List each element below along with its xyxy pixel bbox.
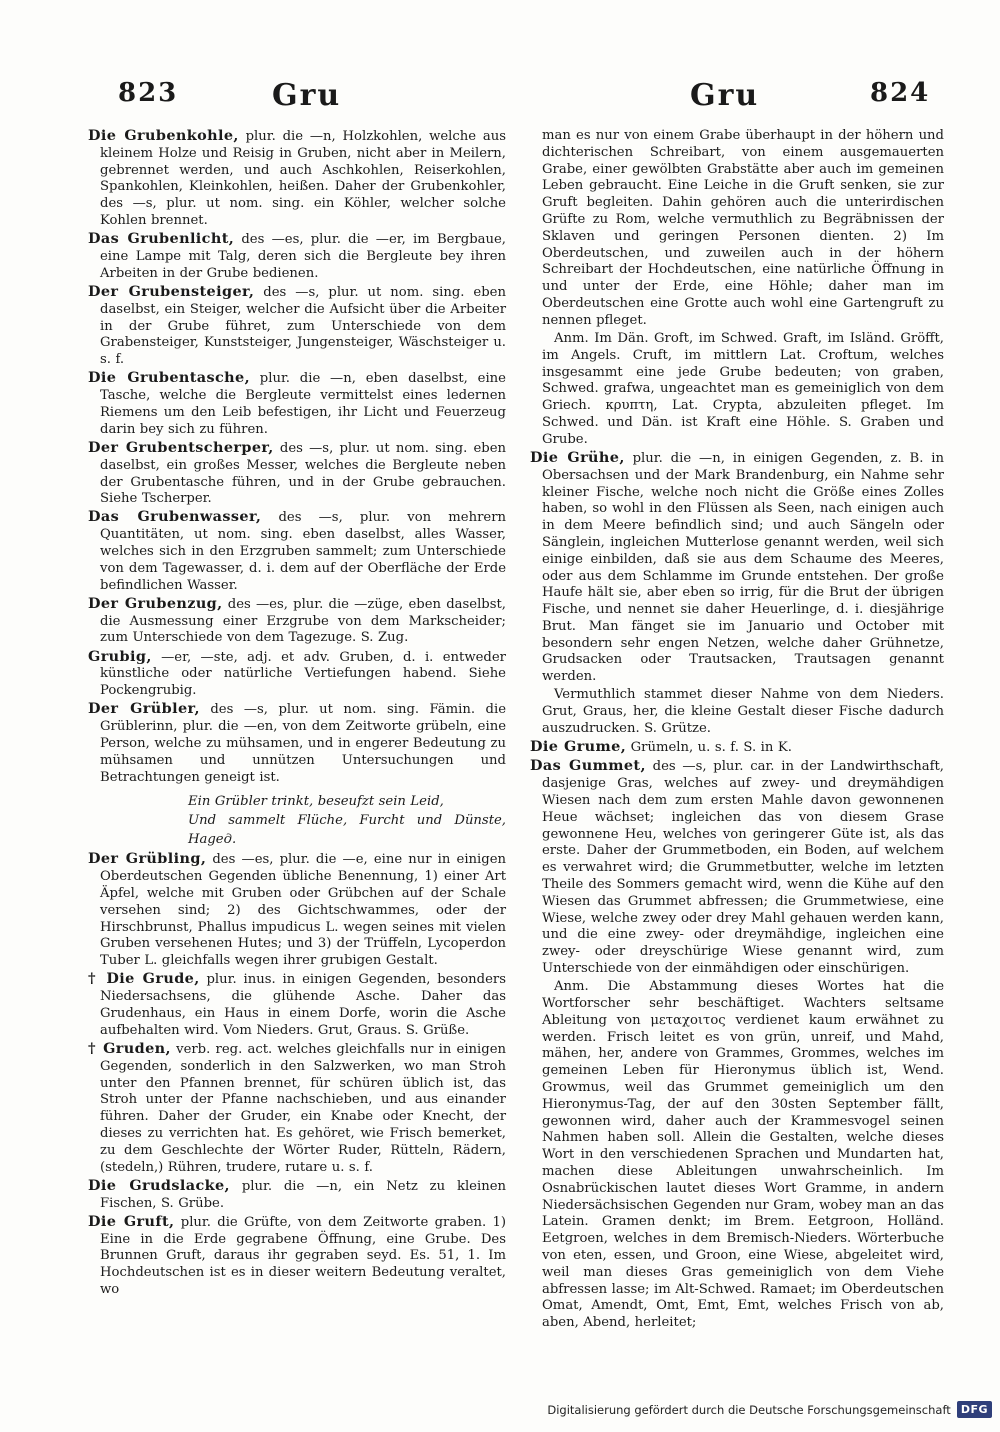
entry-headword: Der Grubentscherper, [88,438,274,456]
entry-headword: Grubig, [88,647,152,665]
entry-definition: plur. die —n, ein Netz zu kleinen Fischen, S. Grübe. [100,1178,506,1211]
entry-definition: plur. inus. in einigen Gegenden, besonders Niedersachsens, die glühende Asche. Daher das Grudenhaus, ein Haus in einem Dorfe, worin die Asche aufbehalten wird. Vom Nieders. Grut, Graus. S. Grüße. [100,972,506,1038]
entry-definition: des —s, plur. car. in der Landwirthschaft, dasjenige Gras, welches auf zwey- und dreymähdigen Wiesen nach dem zum ersten Mahle davon gewonnenen Heue wächset; ingleichen das von diesem Grase gewonnene Heu, welches von geringerer Güte ist, als das erste. Daher der Grummetboden, ein Boden, auf welchem es verwahret wird; die Grummetbutter, welche im letzten Theile des Sommers gemacht wird, wenn die Kühe auf den Wiesen das Grummet abfressen; die Grummetwiese, eine Wiese, welche zwey oder drey Mahl gehauen werden kann, und die eine zwey- oder dreymähdige, ingleichen eine zwey- oder dreyschürige Wiese genannt wird, zum Unterschiede von der einmähdigen oder einschürigen. [542,759,944,976]
verse-line: Und sammelt Flüche, Furcht und Dünste, Hagед. [188,813,506,848]
entry-headword: Die Gruft, [88,1212,175,1230]
entry-annotation: Anm. Die Abstammung dieses Wortes hat die Wortforscher sehr beschäftiget. Wachters seltsame Ableitung von μεταχοιτος verdienet kaum erwähnet zu werden. Frisch leitet es von grün, unreif, und Mahd, mähen, her, andere von Grammes, Grommes, welches im gemeinen Leben für Hieronymus üblich ist, Wend. Growmus, weil das Grummet gemeiniglich um den Hieronymus-Tag, der auf den 30sten September fällt, gewonnen wird, daher auch der Krammesvogel seinen Nahmen haben soll. Allein die Gestalten, welche dieses Wort in den verschiedenen Sprachen und Mundarten hat, machen diese Ableitungen unwahrscheinlich. Im Osnabrückischen lautet dieses Wort Gramme, in andern Niedersächsischen Gegenden nur Gram, wobey man an das Latein. Gramen denkt; im Brem. Eetgroon, Holländ. Eetgroen, welches in dem Bremisch-Nieders. Wörterbuche von eten, essen, und Groon, eine Wiese, abgeleitet wird, weil man dieses Gras gemeiniglich von dem Viehe abfressen lasse; im Alt-Schwed. Ramaet; im Oberdeutschen Omat, Amendt, Omt, Emt, Emt, welches Frisch von ab, aben, Abend, herleitet; [542,979,944,1331]
left-running-head: Gru [272,78,342,113]
dictionary-entry [88,971,506,1039]
dictionary-entry [88,231,506,282]
entry-annotation: Vermuthlich stammet dieser Nahme von dem Nieders. Grut, Graus, her, die kleine Gestalt dieser Fische dadurch auszudrucken. S. Grütze. [542,687,944,737]
entry-definition: des —s, plur. ut nom. sing. eben daselbst, ein Steiger, welcher die Aufsicht über die Arbeiter in der Grube führet, zum Unterschiede von dem Grabensteiger, Kunststeiger, Jungensteiger, Wäschsteiger u. s. f. [100,284,506,368]
dictionary-entry [88,649,506,700]
verse-quote [88,792,506,849]
entry-definition: —er, —ste, adj. et adv. Gruben, d. i. entweder künstliche oder natürliche Vertiefungen habend. Siehe Pockengrubig. [100,649,506,699]
entry-headword: Das Gummet, [530,757,646,775]
dictionary-entry [88,1178,506,1213]
dictionary-entry [88,701,506,786]
left-column [88,128,506,1300]
dictionary-entry [88,509,506,594]
entry-headword: † Die Grude, [88,970,200,988]
dictionary-entry [88,370,506,438]
entry-definition: des —es, plur. die —züge, eben daselbst, die Ausmessung einer Erzgrube von dem Markscheider; zum Unterschiede von dem Tagezuge. S. Zug. [100,596,506,646]
entry-headword: Der Grübler, [88,700,200,718]
entry-headword: Das Grubenwasser, [88,508,262,526]
dictionary-entry [88,851,506,970]
entry-definition: des —s, plur. von mehrern Quantitäten, ut nom. sing. eben daselbst, alles Wasser, welches sich in den Erzgruben sammelt; zum Unterschiede von dem Tagewasser, d. i. dem auf der Oberfläche der Erde befindlichen Wasser. [100,510,506,593]
right-column [530,128,944,1333]
entry-definition: des —es, plur. die —er, im Bergbaue, eine Lampe mit Talg, deren sich die Bergleute bey ihren Arbeiten in der Grube bedienen. [100,232,506,281]
entry-definition: des —s, plur. ut nom. sing. eben daselbst, ein großes Messer, welches die Bergleute neben der Grubentasche führen, und in der Grube gebrauchen. Siehe Tscherper. [100,440,506,507]
entry-definition: plur. die —n, Holzkohlen, welche aus kleinem Holze und Reisig in Gruben, nicht aber in Meilern, gebrennet werden, und auch Aschkohlen, Reiserkohlen, Spankohlen, Kleinkohlen, heißen. Daher der Grubenkohler, des —s, plur. ut nom. sing. ein Köhler, welcher solche Kohlen brennet. [100,129,507,228]
entry-definition: des —s, plur. ut nom. sing. Fämin. die Grüblerinn, plur. die —en, von dem Zeitworte grübeln, eine Person, welche zu mühsamen, und in engerer Bedeutung zu mühsamen und unnützen Untersuchungen und Betrachtungen geneigt ist. [100,702,506,785]
entry-definition: plur. die —n, in einigen Gegenden, z. B. in Obersachsen und der Mark Brandenburg, ein Nahme sehr kleiner Fische, welche noch nicht die Größe eines Zolles haben, so wohl in den Flüssen als Seen, nach einigen auch in dem Meere befindlich sind; und auch Sängeln oder Sänglein, ingleichen Mutterlose genannt werden, weil sich einige einbilden, daß sie aus dem Schaume des Meeres, oder aus dem Schlamme im Grunde entstehen. Der große Haufe hält sie, aber eben so irrig, für die Brut der übrigen Fische, und nennet sie daher Heuerlinge, d. i. diesjährige Brut. Man fänget sie im Januario und October mit besondern sehr engen Netzen, welche daher Grühnetze, Grudsacken oder Trautsacken, Trautsagen genannt werden. [542,450,945,685]
entry-headword: Die Grume, [530,738,627,756]
entry-headword: Die Grubenkohle, [88,127,239,144]
footer-credit [547,1401,992,1418]
entry-headword: Der Grübling, [88,850,207,868]
dfg-logo: DFG [957,1401,992,1418]
left-page-number: 823 [118,78,179,108]
dictionary-entry [88,284,506,369]
entry-continuation: man es nur von einem Grabe überhaupt in der höhern und dichterischen Schreibart, von einem ausgemauerten Grabe, einer gewölbten Grabstätte aber auch im gemeinen Leben gebraucht. Eine Leiche in die Gruft senken, sie zur Gruft begleiten. Dahin gehören auch die unterirdischen Grüfte zu Rom, welche vermuthlich zu Begräbnissen der Sklaven und geringen Personen dienten. 2) Im Oberdeutschen, und zuweilen auch in der höhern Schreibart der Hochdeutschen, eine natürliche Öffnung in und unter der Erde, eine Höhle; daher man im Oberdeutschen eine Grotte auch wohl eine Gartengruft zu nennen pfleget. [542,128,944,328]
entry-definition: verb. reg. act. welches gleichfalls nur in einigen Gegenden, sonderlich in den Salzwerken, wo man Stroh unter den Pfannen brennet, für schüren üblich ist, das Stroh unter der Pfanne nachschieben, und aus einander führen. Daher der Gruder, ein Knabe oder Knecht, der dieses zu verrichten hat. Es gehöret, wie Frisch bemerket, zu dem Geschlechte der Wörter Ruder, Rütteln, Rädern, (stedeln,) Rühren, trudere, rutare u. s. f. [100,1041,506,1175]
dictionary-entry [530,450,944,686]
entry-headword: Das Grubenlicht, [88,230,235,248]
entry-headword: Der Grubensteiger, [88,282,255,300]
dictionary-entry [88,1214,506,1299]
entry-headword: Der Grubenzug, [88,594,223,612]
entry-definition: Grümeln, u. s. f. S. in K. [626,740,792,756]
funding-credit-text: Digitalisierung gefördert durch die Deutsche Forschungsgemeinschaft [547,1402,951,1417]
entry-headword: † Gruden, [88,1039,171,1057]
dictionary-entry [530,739,944,757]
dictionary-entry [88,596,506,647]
entry-definition: plur. die Grüfte, von dem Zeitworte graben. 1) Eine in die Erde gegrabene Öffnung, eine Grube. Des Brunnen Gruft, daraus ihr gegraben seyd. Es. 51, 1. Im Hochdeutschen ist es in dieser weitern Bedeutung veraltet, wo [100,1214,506,1297]
entry-headword: Die Grubentasche, [88,369,250,387]
entry-definition: plur. die —n, eben daselbst, eine Tasche, welche die Bergleute vermittelst eines ledernen Riemens um den Leib befestigen, ihr Licht und Feuerzeug darin bey sich zu führen. [100,371,506,437]
entry-headword: Die Grühe, [530,448,625,466]
verse-line: Ein Grübler trinkt, beseufzt sein Leid, [188,794,444,810]
dictionary-entry [88,440,506,508]
entry-annotation: Anm. Im Dän. Groft, im Schwed. Graft, im Isländ. Gröfft, im Angels. Cruft, im mittlern Lat. Croftum, welches insgesammt eine jede Grube bedeuten; von graben, Schwed. grafwa, ungeachtet man es gemeiniglich von dem Griech. κρυπτη, Lat. Crypta, abzuleiten pfleget. Im Schwed. und Dän. ist Kraft eine Höhle. S. Graben und Grube. [542,330,944,447]
right-page-number: 824 [870,78,931,108]
entry-headword: Die Grudslacke, [88,1176,230,1194]
dictionary-entry [88,128,506,230]
right-running-head: Gru [690,78,760,113]
dictionary-entry [530,758,944,977]
dictionary-entry [88,1041,506,1176]
entry-definition: des —es, plur. die —e, eine nur in einigen Oberdeutschen Gegenden übliche Benennung, 1) einer Art Äpfel, welche mit Gruben oder Grübchen auf der Schale versehen sind; 2) des Gichtschwammes, oder der Hirschbrunst, Phallus impudicus L. wegen seines mit vielen Gruben versehenen Hutes; und 3) der Trüffeln, Lycoperdon Tuber L. gleichfalls wegen ihrer grubigen Gestalt. [100,852,506,969]
